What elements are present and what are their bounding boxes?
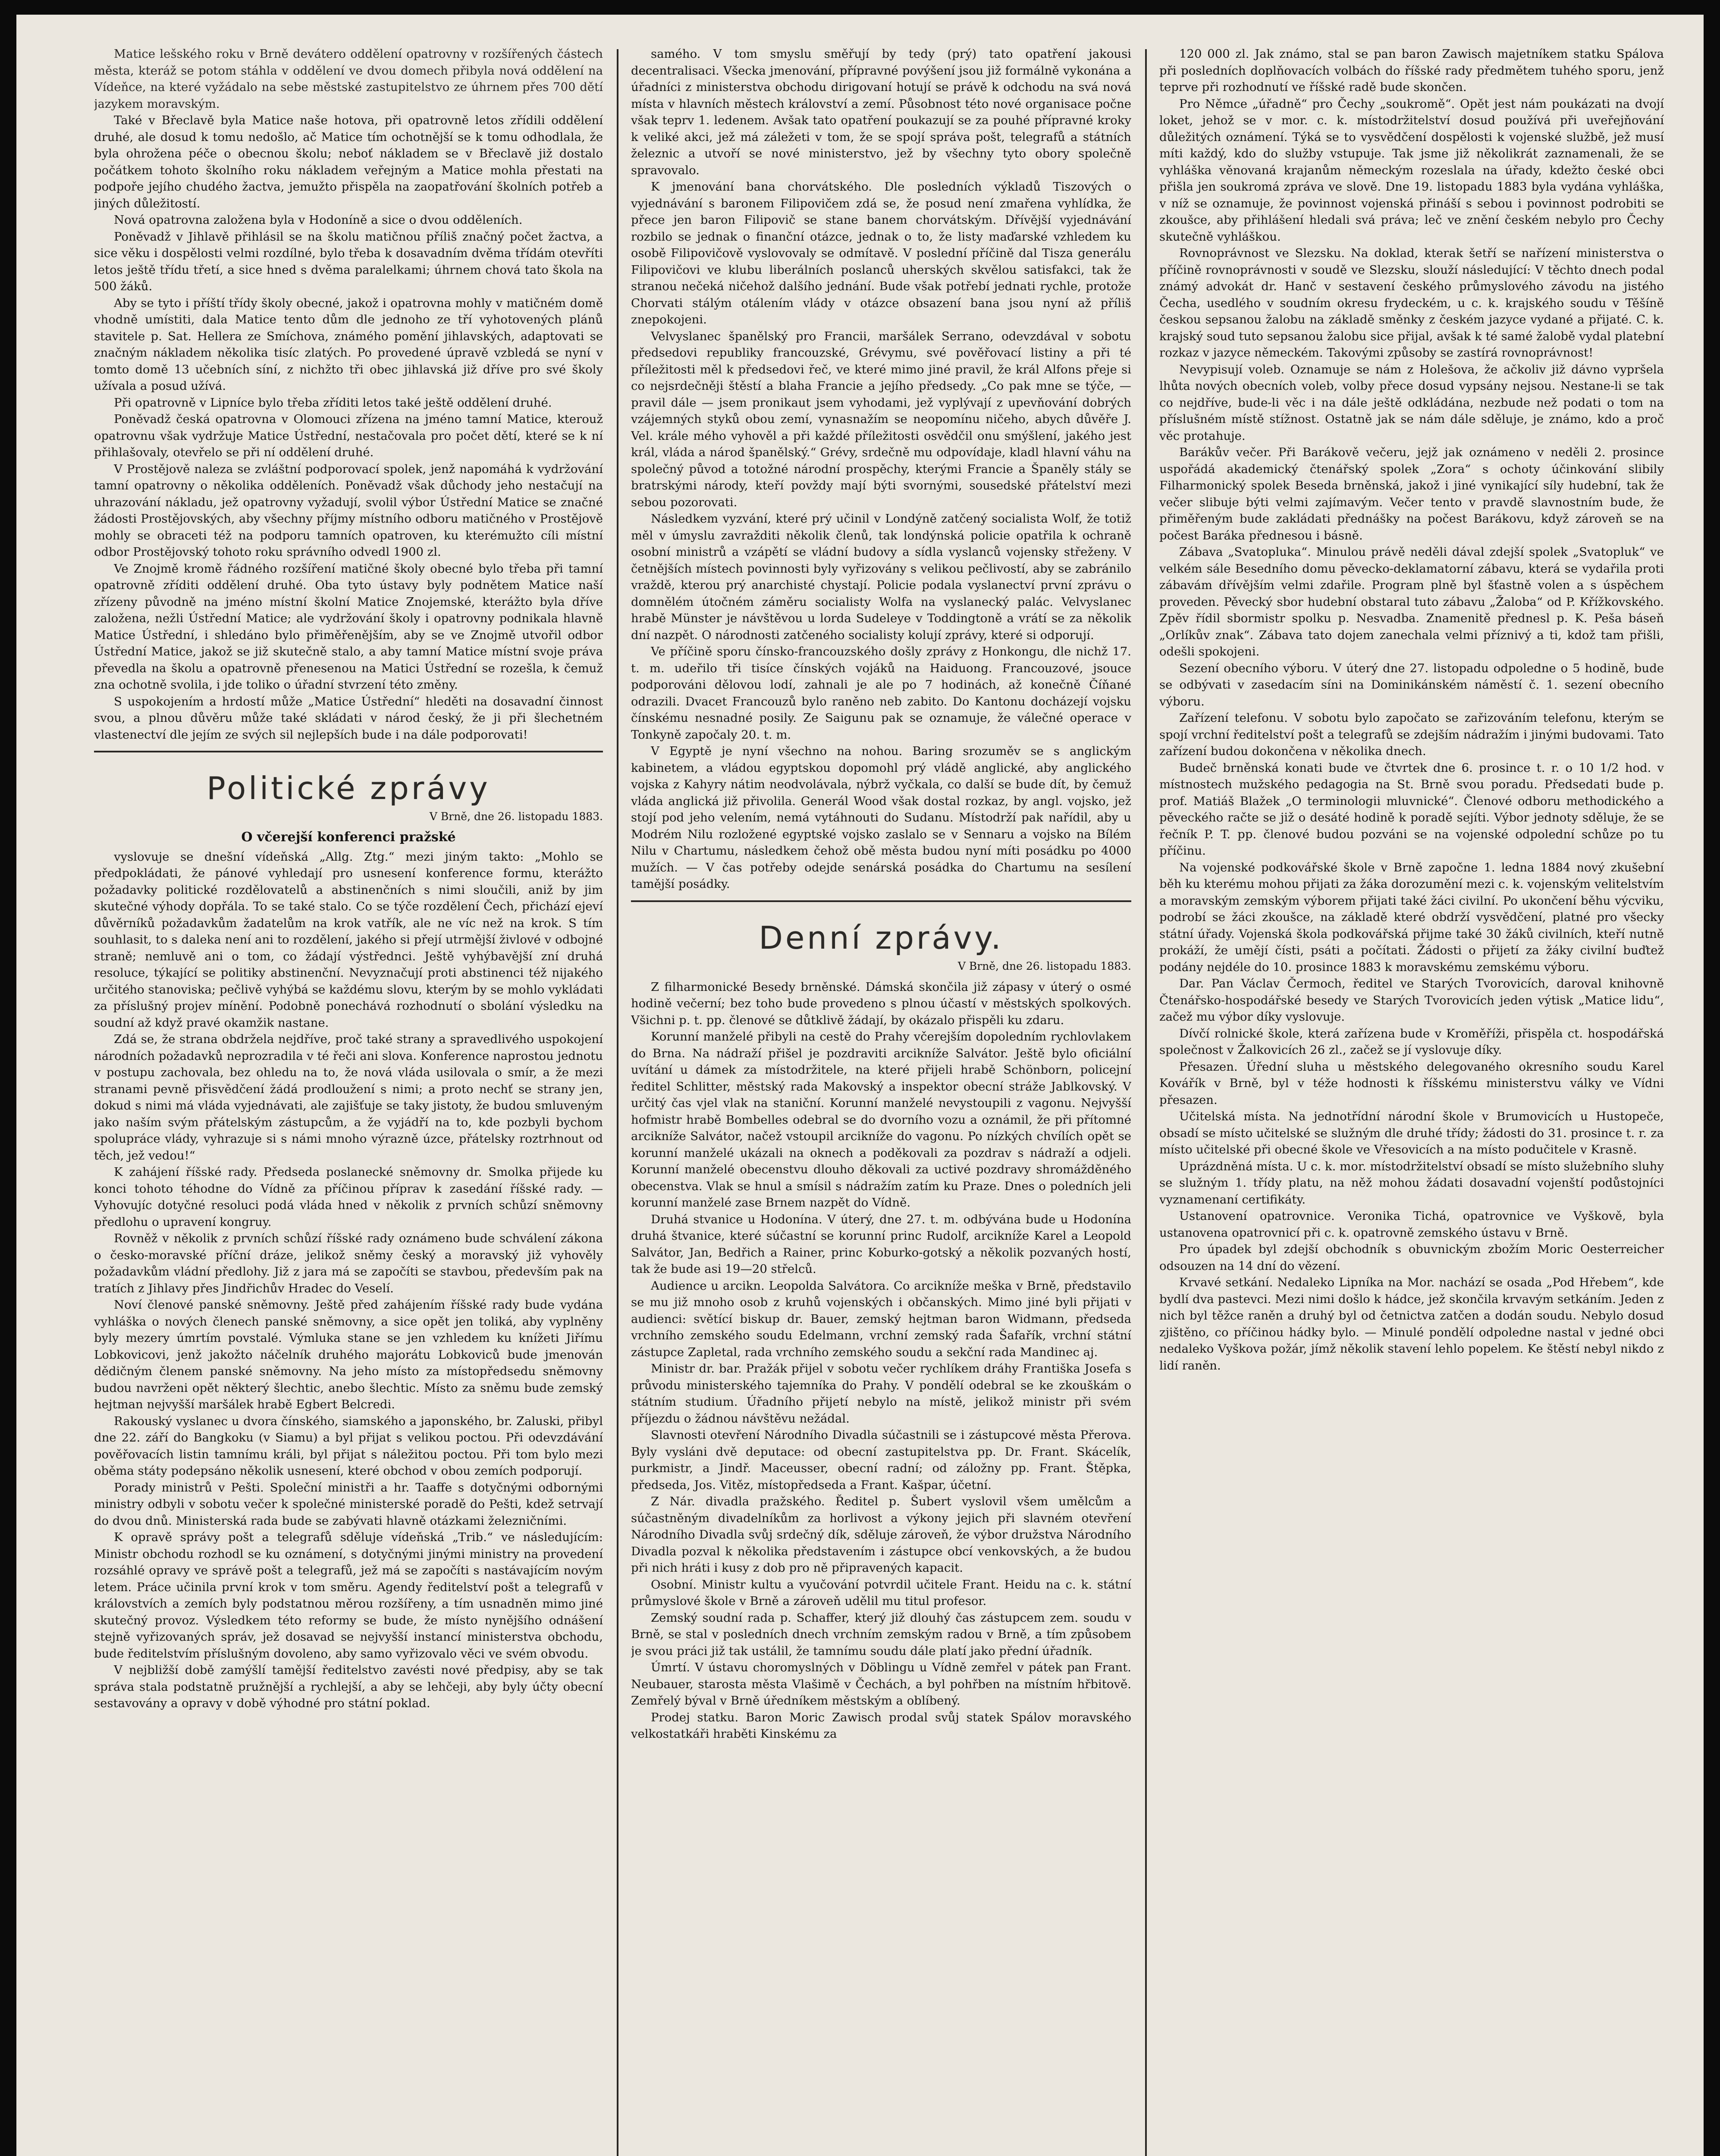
- matice-report-paragraph: Poněvadž česká opatrovna v Olomouci zřízena na jméno tamní Matice, kterouž opatrovnu však vydržuje Matice Ústřední, nestačovala pro počet dětí, které se k ní přihlašovaly, otevřelo se při ní oddělení druhé.: [94, 412, 603, 459]
- article-paragraph: V nejbližší době zamýšlí tamější ředitelstvo zavésti nové předpisy, aby se tak správa stala podstatně pružnější a rychlejší, a aby se lehčeji, aby byly účty obecní sestavovány a opravy v době výhodné pro státní poklad.: [94, 1663, 603, 1710]
- matice-report-paragraph: Aby se tyto i příští třídy školy obecné, jakož i opatrovna mohly v matičném domě vhodně umístiti, dala Matice tento dům dle jednoho ze tří vyhotovených plánů stavitele p. Sat. Hellera ze Smíchova, známého pomění jihlavských, adaptovati se značným nákladem několika tisíc zlatých. Po provedené úpravě vzbledá se nyní v tomto domě 13 učebních síní, z nichžto tři obec jihlavská již dříve pro své školy užívala a posud užívá.: [94, 296, 603, 393]
- news-item: Rovnoprávnost ve Slezsku. Na doklad, kterak šetří se nařízení ministerstva o příčině rovnoprávnosti v soudě ve Slezsku, slouží následující: V těchto dnech podal známý advokát dr. Hanč v sestavení českého průmyslového závodu na jistého Čecha, usedlého v soudním okresu frydeckém, u c. k. krajského soudu v Těšíně českou sepsanou žalobu na základě směnky z českém jazyce vydané a přijaté. C. k. krajský soud tuto sepsanou žalobu sice přijal, avšak k té samé žalobě vydal platební rozkaz v jazyce německém. Takovými způsoby se zastírá rovnoprávnost!: [1159, 246, 1664, 360]
- article-paragraph: Rovněž v několik z prvních schůzí říšské rady oznámeno bude schválení zákona o česko-moravské příční dráze, jelikož sněmy český a moravský již vyhověly požadavkům vládní předlohy. Již z jara má se započíti se stavbou, především pak na tratích z Jihlavy přes Jindřichův Hradec do Veselí.: [94, 1232, 603, 1295]
- news-item: Přesazen. Úřední sluha u městského delegovaného okresního soudu Karel Kovářík v Brně, byl v téže hodnosti k říšskému ministerstvu války ve Vídni přesazen.: [1159, 1059, 1664, 1107]
- news-item: Dívčí rolnické škole, která zařízena bude v Kroměříži, přispěla ct. hospodářská společnost v Žalkovicích 26 zl., začež se jí vyslovuje díky.: [1159, 1026, 1664, 1057]
- matice-report-paragraph: Při opatrovně v Lipníce bylo třeba zříditi letos také ještě oddělení druhé.: [114, 395, 552, 410]
- section-title: Denní zprávy.: [759, 919, 1004, 956]
- matice-report-paragraph: V Prostějově naleza se zvláštní podporovací spolek, jenž napomáhá k vydržování tamní opatrovny o několika odděleních. Poněvadž však důchody jeho nestačují na uhrazování nákladu, jež opatrovny vyžadují, svolil výbor Ústřední Matice se značné žádosti Prostějovských, aby všechny příjmy místního odboru matičného v Prostějově mohly se obraceti též na podporu tamních opatroven, ku kterémužto cíli místní odbor Prostějovský tohoto roku správního odvedl 1900 zl.: [94, 462, 603, 559]
- news-item: Z Nár. divadla pražského. Ředitel p. Šubert vyslovil všem umělcům a súčastněným divadelníkům za horlivost a výkony jejich při slavném otevření Národního Divadla svůj srdečný dík, sděluje zároveň, že výbor družstva Národního Divadla pozval k několika představením i zástupce obcí venkovských, a že budou při nich hráti i kusy z dob pro ně připravených kapacit.: [631, 1495, 1131, 1575]
- news-item: Osobní. Ministr kultu a vyučování potvrdil učitele Frant. Heidu na c. k. státní průmyslové škole v Brně a zároveň udělil mu titul profesor.: [631, 1577, 1131, 1608]
- dateline: V Brně, dne 26. listopadu 1883.: [429, 810, 603, 823]
- news-item: Na vojenské podkovářské škole v Brně započne 1. ledna 1884 nový zkušební běh ku kterému mohou přijati za žáka dorozumění mezi c. k. vojenským velitelstvím a moravským zemským výborem přijati také žáci civilní. Po ukončení běhu výcviku, podrobí se žáci zkoušce, na základě které obdrží vysvědčení, platné pro všecky státní úřady. Vojenská škola podkovářská přijme také 30 žáků civilních, kteří nutně prokáží, že umějí čísti, psáti a počítati. Žádosti o přijetí za žáky civilní buďtež podány nejdéle do 10. prosince 1883 k moravskému zemskému výboru.: [1159, 860, 1664, 974]
- news-item: Uprázdněná místa. U c. k. mor. místodržitelství obsadí se místo služebního sluhy se služným 1. třídy platu, na něž mohou žádati dosavadní vojenští podůstojníci vyznamenaní certifikáty.: [1159, 1159, 1664, 1206]
- news-item: Barákův večer. Při Barákově večeru, jejž jak oznámeno v neděli 2. prosince uspořádá akademický čtenářský spolek „Zora“ s ochoty účinkování slibily Filharmonický spolek Beseda brněnská, jakož i jiné vynikající síly hudební, tak že večer slibuje býti velmi zajímavým. Večer tento v pravdě slavnostním bude, že přiměřeným bude zakládati přednášky na počest Barákovu, když zároveň se na počest Baráka přednesou i básně.: [1159, 445, 1664, 542]
- news-item: 120 000 zl. Jak známo, stal se pan baron Zawisch majetníkem statku Spálova při posledních doplňovacích volbách do říšské rady předmětem tuhého sporu, jenž teprve při rozhodnutí ve říšské radě bude skončen.: [1159, 47, 1664, 94]
- article-paragraph: samého. V tom smyslu směřují by tedy (prý) tato opatření jakousi decentralisaci. Všecka jmenování, přípravné povýšení jsou již formálně vykonána a úřadníci z ministerstva obchodu dirigovaní hotují se právě k odchodu na svá nová místa v hlavních městech království a zemí. Působnost této nové organisace počne však teprv 1. ledenem. Avšak tato opatření poukazují se za pouhé přípravné kroky k veliké akci, jež má záležeti v tom, že se spojí správa pošt, telegrafů a státních železnic a utvoří se nové ministerstvo, jež by všechny tyto obory společně spravovalo.: [631, 47, 1131, 177]
- news-item: Druhá stvanice u Hodonína. V úterý, dne 27. t. m. odbývána bude u Hodonína druhá štvanice, které súčastní se korunní princ Rudolf, arcikníže Karel a Leopold Salvátor, Jan, Bedřich a Rainer, princ Koburko-gotský a několik pozvaných hostí, tak že bude asi 19—20 střelců.: [631, 1212, 1131, 1276]
- political-news-heading: [94, 770, 603, 807]
- article-paragraph: Následkem vyzvání, které prý učinil v Londýně zatčený socialista Wolf, že totiž měl v úmyslu zavražditi několik členů, tak londýnská policie opatřila k ochraně osobní ministrů a vzápětí se vládní budovy a sídla vyslanců vojensky střeženy. V četnějších místech povinnosti byly vyřizovány s velikou pečlivostí, aby se zabránilo vraždě, kterou prý anarchisté chystají. Policie podala vyslanectví první zprávu o domnělém útočném záměru socialisty Wolfa na vyslanecký palác. Velvyslanec hrabě Münster je návštěvou u lorda Sudeleye v Toddingtoně a vrátí se za několik dní nazpět. O národnosti zatčeného socialisty kolují zprávy, které si odporují.: [631, 512, 1131, 642]
- news-item: Úmrtí. V ústavu choromyslných v Döblingu u Vídně zemřel v pátek pan Frant. Neubauer, starosta města Vlašimě v Čechách, a byl pohřben na místním hřbitově. Zemřelý býval v Brně úředníkem městským a oblíbený.: [631, 1661, 1131, 1708]
- matice-report-paragraph: Poněvadž v Jihlavě přihlásil se na školu matičnou příliš značný počet žactva, a sice věku i dospělosti velmi rozdílné, bylo třeba k dosavadním dvěma třídám otevříti letos ještě třídu třetí, a sice hned s dvěma paralelkami; úhrnem chová tato škola na 500 žáků.: [94, 229, 603, 293]
- article-paragraph: K jmenování bana chorvátského. Dle posledních výkladů Tiszových o vyjednávání s baronem Filipovičem zdá se, že posud není zmařena vyhlídka, že přece jen baron Filipovič se stane banem chorvátským. Dřívější vyjednávání rozbilo se jednak o finanční otázce, jednak o to, že listy maďarské vzhledem ku osobě Filipovičově vyslovovaly se odmítavě. V poslední příčině dal Tisza generálu Filipovičovi ve klubu liberálních poslanců uherských skvělou satisfakci, tak že stranou nečeká ničehož dalšího jednání. Bude však potřebí jednati rychle, protože Chorvati stálým otálením vlády v otázce obsazení bana jsou nyní až příliš znepokojeni.: [631, 180, 1131, 326]
- article-paragraph: Zdá se, že strana obdržela nejdříve, proč také strany a spravedlivého uspokojení národních požadavků neprozradila v té řeči ani slova. Konference naprostou jednotu v postupu zachovala, bez ohledu na to, že nová vláda usilovala o smír, a že mezi stranami pevně přisvědčení žádá prodloužení s nimi; a proto nechť se strany jen, dokud s nimi má vláda vyjednávati, ale zajišťuje se taky jistoty, že budou smluveným jako naším svým přátelským zástupcům, a že vyjádří na to, kde pozbyli bychom spolupráce vlády, vyhrazuje si s námi mnoho výrazně úzce, přátelsky roztrhnout od těch, jež vedou!“: [94, 1032, 603, 1163]
- matice-report-paragraph: S uspokojením a hrdostí může „Matice Ústřední“ hleděti na dosavadní činnost svou, a plnou důvěru může také skládati v národ český, že ji při šlechetném vlastenectví dle jejím ze svých sil nejlepších bude i na dále podporovati!: [94, 694, 603, 742]
- news-item: Sezení obecního výboru. V úterý dne 27. listopadu odpoledne o 5 hodině, bude se odbývati v zasedacím síni na Dominikánském náměstí č. 1. sezení obecního výboru.: [1159, 661, 1664, 708]
- news-item: Krvavé setkání. Nedaleko Lipníka na Mor. nachází se osada „Pod Hřebem“, kde bydlí dva pastevci. Mezi nimi došlo k hádce, jež skončila krvavým setkáním. Jeden z nich byl těžce raněn a druhý byl od četnictva zatčen a dodán soudu. Nebylo dosud zjištěno, co příčinou hádky bylo. — Minulé pondělí odpoledne nastal v jedné obci nedaleko Vyškova požár, jímž několik stavení lehlo popelem. Ke štěstí nebyl nikdo z lidí raněn.: [1159, 1275, 1664, 1373]
- article-paragraph: Velvyslanec španělský pro Francii, maršálek Serrano, odevzdával v sobotu předsedovi republiky francouzské, Grévymu, své pověřovací listiny a při té příležitosti měl k předsedovi řeč, ve které mimo jiné pravil, že král Alfons přeje si co nejsrdečněji štěstí a blaha Francie a jejího předsedy. „Co pak mne se týče, — pravil dále — jsem pronikaut jsem vyhodami, jež vyplývají z upevňování dobrých vzájemných styků obou zemí, vynasnažím se neopomínu ničeho, abych důvěře J. Vel. krále mého vyhověl a při každé příležitosti osvědčil onu smýšlení, jakého jest král, vláda a národ španělský.“ Grévy, srdečně mu odpovídaje, kladl hlavní váhu na společný původ a totožné národní prospěchy, kterými Francie a Španěly stály se bratrskými národy, kteří povždy mají býti svornými, sousedské přátelství mezi sebou pozorovati.: [631, 329, 1131, 509]
- news-item: Zemský soudní rada p. Schaffer, který již dlouhý čas zástupcem zem. soudu v Brně, se stal v posledních dnech vrchním zemským radou v Brně, a tím způsobem je svou práci již tak ustálil, že tamnímu soudu dále platí jako přední úřadník.: [631, 1611, 1131, 1658]
- article-paragraph: Ve příčině sporu čínsko-francouzského došly zprávy z Honkongu, dle nichž 17. t. m. udeřilo tři tisíce čínských vojáků na Haiduong. Francouzové, jsouce podporováni dělovou lodí, zahnali je ale po 7 hodinách, až konečně Číňané odrazili. Dvacet Francouzů bylo raněno neb zabito. Do Kantonu docházejí vojsku čínskému nesnadné posily. Ze Saigunu pak se oznamuje, že válečné operace v Tonkyně započaly 20. t. m.: [631, 645, 1131, 742]
- matice-report-paragraph: Matice lešského roku v Brně devátero oddělení opatrovny v rozšířených částech města, kteráž se potom stáhla v oddělení ve dvou domech přibyla nová oddělení na Vídeňce, na které vyžádalo na sebe městské zastupitelstvo ze úhrnem přes 700 dětí jazykem moravským.: [94, 47, 603, 111]
- matice-report-paragraph: Také v Břeclavě byla Matice naše hotova, při opatrovně letos zřídili oddělení druhé, ale dosud k tomu nedošlo, ač Matice tím ochotnější se k tomu odhodlala, že byla ohrožena péče o obecnou školu; neboť nákladem se v Břeclavě již dostalo počátkem tohoto školního roku nákladem veřejným a Matice mohla přestati na podpoře jejího chudého žactva, jemužto přispěla na zaopatřování školních potřeb a jiných důležitostí.: [94, 113, 603, 210]
- news-item: Dar. Pan Václav Čermoch, ředitel ve Starých Tvorovicích, daroval knihovně Čtenářsko-hospodářské besedy ve Starých Tvorovicích jeden výtisk „Matice lidu“, začež mu výbor díky vyslovuje.: [1159, 977, 1664, 1024]
- news-item: Nevypisují voleb. Oznamuje se nám z Holešova, že ačkoliv již dávno vypršela lhůta nových obecních voleb, volby přece dosud vypsány nejsou. Nestane-li se tak co nejdříve, bude-li věc i na dále ještě odkládána, nezbude než podati o tom na příslušném místě stížnost. Ostatně jak se nám dále sděluje, je známo, kdo a proč věc protahuje.: [1159, 362, 1664, 443]
- column-3: [1159, 46, 1664, 2156]
- news-item: Korunní manželé přibyli na cestě do Prahy včerejším dopoledním rychlovlakem do Brna. Na nádraží přišel je pozdraviti arcikníže Salvátor. Ještě bylo oficiální uvítání u dámek za místodržitele, na které přijeli hrabě Schönborn, policejní ředitel Schlitter, městský rada Makovský a inspektor obecní stráže Jablkovský. V určitý čas vjel vlak na staniční. Korunní manželé nevystoupili z vagonu. Nejvyšší hofmistr hrabě Bombelles odebral se do dvorního vozu a oznámil, že při přítomné arcikníže Salvátor, načež vstoupil arcikníže do vagonu. Po nízkých chvílích opět se korunní manželé ukázali na oknech a poděkovali za pozdrav s nádraží a odjeli. Korunní manželé obecenstvu dlouho děkovali za uctivé pozdravy shromážděného obecenstva. Vlak se hnul a smísil s nádražím zatím ku Praze. Dnes o poledních jeli korunní manželé zase Brnem nazpět do Vídně.: [631, 1030, 1131, 1210]
- article-paragraph: K opravě správy pošt a telegrafů sděluje vídeňská „Trib.“ ve následujícím: Ministr obchodu rozhodl se ku oznámení, s dotyčnými jinými ministry na provedení rozsáhlé opravy ve správě pošt a telegrafů, jež má se započíti s nastávajícím novým letem. Práce učinila první krok v tom směru. Agendy ředitelství pošt a telegrafů v královstvích a zemích byly podstatnou měrou rozšířeny, a tím usnadněn mimo jiné skutečný provoz. Výsledkem této reformy se bude, že místo nynějšího odnášení stejně vyřizovaných správ, jež dosavad se nejvyšší instancí ministerstva obchodu, bude ředitelstvím příslušným dovoleno, aby samo vyřizovalo věci ve svém obvodu.: [94, 1530, 603, 1661]
- news-item: Pro Němce „úřadně“ pro Čechy „soukromě“. Opět jest nám poukázati na dvojí loket, jehož se v mor. c. k. místodržitelství dosud používá při uveřejňování důležitých oznámení. Týká se to vysvědčení dospělosti k vojenské službě, jež musí míti každý, kdo do služby vstupuje. Tak jsme již několikrát zaznamenali, že se vyhláška věnovaná krajanům německým rozeslala na úřady, kdežto české obci přišla jen soukromá zpráva ve slově. Dne 19. listopadu 1883 byla vydána vyhláška, v níž se oznamuje, že povinnost vojenská přináší s sebou i povinnost podrobiti se zkoušce, aby přihlášení hledali svá práva; leč ve znění českém nebylo pro Čechy skutečně vyhláškou.: [1159, 97, 1664, 244]
- article-subhead: O včerejší konferenci pražské: [241, 830, 456, 845]
- section-divider: [631, 900, 1131, 902]
- news-item: Prodej statku. Baron Moric Zawisch prodal svůj statek Spálov moravského velkostatkáři hraběti Kinskému za: [631, 1710, 1131, 1741]
- dateline: V Brně, dne 26. listopadu 1883.: [957, 959, 1131, 972]
- news-item: Slavnosti otevření Národního Divadla súčastnili se i zástupcové města Přerova. Byly vysláni dvě deputace: od obecní zastupitelstva pp. Dr. Frant. Skácelík, purkmistr, a Jindř. Maceusser, obecní radní; od záložny pp. Frant. Štěpka, předseda, Jos. Vitěz, místopředseda a Frant. Kašpar, účetní.: [631, 1428, 1131, 1492]
- article-paragraph: Porady ministrů v Pešti. Společní ministři a hr. Taaffe s dotyčnými odbornými ministry odbyli v sobotu večer k společné ministerské poradě do Pešti, kdež setrvají do dvou dnů. Ministerská rada bude se zabývati hlavně otázkami železničními.: [94, 1480, 603, 1528]
- news-item: Budeč brněnská konati bude ve čtvrtek dne 6. prosince t. r. o 10 1/2 hod. v místnostech mužského pedagogia na St. Brně svou poradu. Předsedati bude p. prof. Matiáš Blažek „O terminologii mluvnické“. Členové odboru methodického a pěveckého račte se již o desáté hodině k poradě sejíti. Výbor jednoty sděluje, že se řečník P. T. pp. členové budou pozváni se na vojenské odpolední schůze po tu příčinu.: [1159, 761, 1664, 858]
- matice-report-paragraph: Nová opatrovna založena byla v Hodoníně a sice o dvou odděleních.: [114, 213, 523, 227]
- article-paragraph: K zahájení říšské rady. Předseda poslanecké sněmovny dr. Smolka přijede ku konci tohoto téhodne do Vídně za příčinou příprav k zasedání říšské rady. — Vyhovujíc dotyčné resoluci podá vláda hned v několik z prvních schůzí sněmovny předlohu o upravení kongruy.: [94, 1165, 603, 1229]
- article-paragraph: Rakouský vyslanec u dvora čínského, siamského a japonského, br. Zaluski, přibyl dne 22. září do Bangkoku (v Siamu) a byl přijat s velikou poctou. Při odevzdávání pověřovacích listin tamnímu králi, byl přijat s náležitou poctou. Při tom bylo mezi oběma státy podepsáno několik usnesení, které obchod v obou zemích podporují.: [94, 1414, 603, 1478]
- article-paragraph: Noví členové panské sněmovny. Ještě před zahájením říšské rady bude vydána vyhláška o nových členech panské sněmovny, a sice opět jen toliká, aby vyplněny byly mezery úmrtím povstalé. Výmluka stane se jen vzhledem ku knížeti Jiřímu Lobkovicovi, jenž jakožto náčelník druhého majorátu Lobkoviců bude jmenován dědičným členem panské sněmovny. Na jeho místo za místopředsedu sněmovny budou navrženi opět některý šlechtic, anebo šlechtic. Místo za sněmu bude zemský hejtman nejvyšší maršálek hrabě Egbert Belcredi.: [94, 1298, 603, 1411]
- news-item: Ustanovení opatrovnice. Veronika Tichá, opatrovnice ve Vyškově, byla ustanovena opatrovnicí při c. k. opatrovně zemského ústavu v Brně.: [1159, 1209, 1664, 1240]
- news-item: Ministr dr. bar. Pražák přijel v sobotu večer rychlíkem dráhy Františka Josefa s průvodu ministerského tajemníka do Prahy. V pondělí odebral se ke zkouškám o státním studium. Úřadního přijetí nebylo na místě, jelikož ministr při svém příjezdu o žádnou návštěvu nežádal.: [631, 1362, 1131, 1426]
- column-2: [631, 46, 1131, 2156]
- matice-report-paragraph: Ve Znojmě kromě řádného rozšíření matičné školy obecné bylo třeba při tamní opatrovně zříditi oddělení druhé. Oba tyto ústavy byly podnětem Matice naší zřízeny původně na jméno místní školní Matice Znojemské, kterážto byla dříve založena, nežli Ústřední Matice; ale vydržování školy i opatrovny podnikala hlavně Matice Ústřední, i shledáno bylo přiměřenějším, aby se ve Znojmě utvořil odbor Ústřední Matice, jakož se již skutečně stalo, a aby tamní Matice místní svoje práva převedla na školu a opatrovně přenesenou na Matici Ústřední se rozešla, k čemuž zna ochotně svolila, i jde toliko o úřadní stvrzení této změny.: [94, 561, 603, 692]
- news-item: Zařízení telefonu. V sobotu bylo započato se zařizováním telefonu, kterým se spojí vrchní ředitelství pošt a telegrafů se zdejším nádražím i jinými budovami. Tato zařízení budou dokončena v několika dnech.: [1159, 711, 1664, 758]
- section-title: Politické zprávy: [207, 770, 490, 806]
- news-item: Zábava „Svatopluka“. Minulou právě neděli dával zdejší spolek „Svatopluk“ ve velkém sále Besedního domu pěvecko-deklamatorní zábavu, která se vydařila proti zábavám dřívějším velmi zdařile. Program plně byl šťastně volen a s úspěchem proveden. Pěvecký sbor hudební obstaral tuto zábavu „Žaloba“ od P. Křížkovského. Zpěv řídil sbormistr spolku p. Nesvadba. Znamenitě přednesl p. K. Peša báseň „Orlíkův znak“. Zábava tato dojem zanechala velmi příznivý a ti, kdož tam přišli, odešli spokojeni.: [1159, 545, 1664, 658]
- newspaper-page: [16, 15, 1704, 2156]
- news-item: Audience u arcikn. Leopolda Salvátora. Co arcikníže meška v Brně, představilo se mu již mnoho osob z kruhů vojenských i občanských. Mimo jiné byli přijati v audienci: světící biskup dr. Bauer, zemský hejtman baron Widmann, předseda vrchního zemského soudu Edelmann, vrchní zemský rada Šafařík, vrchní státní zástupce Zapletal, rada vrchního zemského soudu a sekční rada Mandinec aj.: [631, 1279, 1131, 1359]
- news-item: Pro úpadek byl zdejší obchodník s obuvnickým zbožím Moric Oesterreicher odsouzen na 14 dní do vězení.: [1159, 1242, 1664, 1273]
- article-paragraph: V Egyptě je nyní všechno na nohou. Baring srozuměv se s anglickým kabinetem, a vládou egyptskou dopomohl prý vládě anglické, aby anglického vojska z Kahyry nátim neodvolávala, nýbrž vyčkala, co další se bude dít, by čemuž vláda anglická již přivolila. Generál Wood však dostal rozkaz, by angl. vojsko, jež stojí pod jeho velením, nemá vytáhnouti do Sudanu. Místodrží pak nařídil, aby u Modrém Nilu rozložené egyptské vojsko zaslalo se v Sennaru a vojsko na Bílém Nilu v Chartumu, následkem čehož obě města budou nyní míti posádku po 4000 mužích. — V čas potřeby odejde senárská posádka do Chartumu na sesílení tamější posádky.: [631, 744, 1131, 891]
- column-rule-right: [1145, 49, 1147, 2156]
- column-1: [94, 46, 603, 2156]
- article-paragraph: vyslovuje se dnešní vídeňská „Allg. Ztg.“ mezi jiným takto: „Mohlo se předpokládati, že pánové vyhledají pro usnesení konference formu, kterážto požadavky politické rozdělovatelů a abstinenčních s nimi sloučili, aniž by jim skutečné výhody dopřála. To se také stalo. Co se týče rozdělení Čech, přichází ejeví důvěrníků požadavkům žadatelům na krok vatřík, ale ne víc než na krok. S tím souhlasit, to s daleka není ani to rozdělení, jakého si přejí utrmější živlové v odbojné straně; nemluvě ani o tom, co žádají výstřednci. Ještě vyhýbavější zní druhá resoluce, týkající se politiky abstinenční. Nevyznačují proti abstinenci též nijakého určitého stanoviska; pečlivě vyhýbá se každému slovu, kterým by se mohlo vykládati za příslušný projev mínění. Podobně ponechává rozhodnutí o sbolání výsledku na soudní až když pravé okamžik nastane.: [94, 849, 603, 1030]
- column-rule-left: [617, 49, 618, 2156]
- news-item: Z filharmonické Besedy brněnské. Dámská skončila již zápasy v úterý o osmé hodině večerní; bez toho bude provedeno s plnou účastí v městských spolkových. Všichni p. t. pp. členové se důtklivě žádají, by okázalo přispěli ku zdaru.: [631, 980, 1131, 1027]
- news-item: Učitelská místa. Na jednotřídní národní škole v Brumovicích u Hustopeče, obsadí se místo učitelské se služným dle druhé třídy; žádosti do 31. prosince t. r. za místo učitelské při obecné škole ve Vřesovicích a na místo podučitele v Krasně.: [1159, 1109, 1664, 1156]
- daily-news-heading: [631, 919, 1131, 956]
- section-divider: [94, 751, 603, 752]
